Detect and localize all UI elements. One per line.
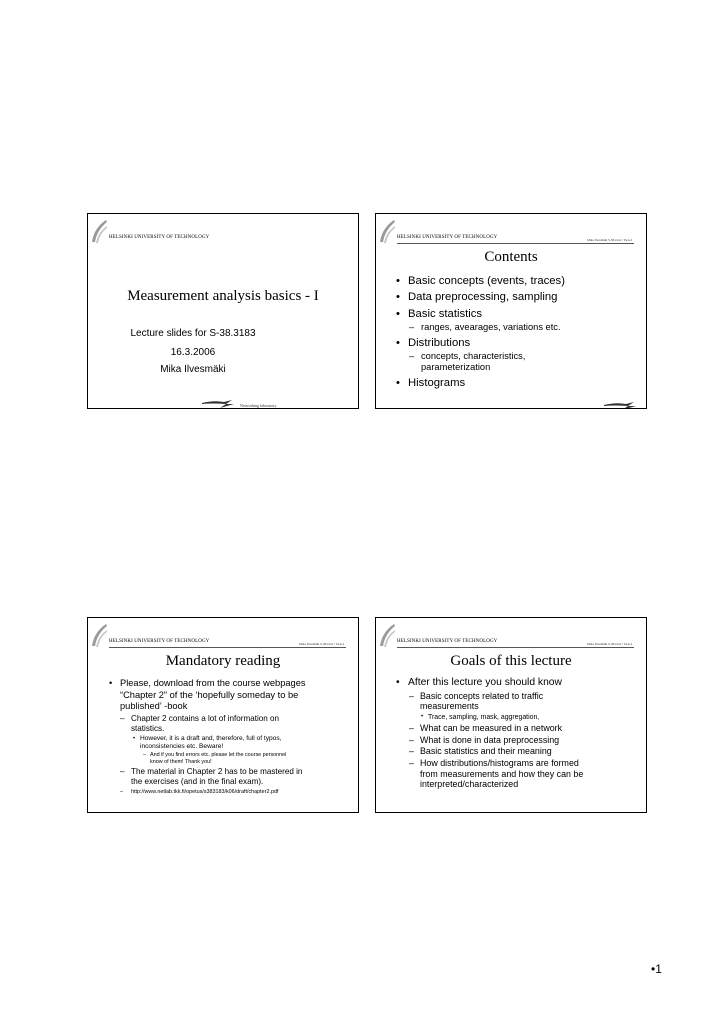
slide-title-text: Contents bbox=[484, 249, 538, 265]
bullet-item-level-2: – Chapter 2 contains a lot of information on statistics. bbox=[109, 714, 306, 734]
bullet-item-level-2: – What can be measured in a network bbox=[396, 723, 583, 734]
lab-footer: Networking laboratory bbox=[240, 403, 277, 408]
author-line: Mika Ilvesmäki bbox=[160, 364, 226, 375]
university-logo-icon bbox=[378, 218, 396, 244]
bullet-item-level-1: • Basic concepts (events, traces) bbox=[396, 274, 565, 288]
bullet-item-level-2: – How distributions/histograms are formed from measurements and how they can be interpreted/characterized bbox=[396, 758, 583, 790]
university-name: HELSINKI UNIVERSITY OF TECHNOLOGY bbox=[397, 639, 498, 644]
header-rule bbox=[397, 647, 634, 648]
bullet-list bbox=[396, 677, 583, 790]
bullet-item-level-2: – The material in Chapter 2 has to be mastered in the exercises (and in the final exam). bbox=[109, 767, 306, 787]
bullet-item-level-1: • Histograms bbox=[396, 376, 565, 390]
bullet-item-level-3: • However, it is a draft and, therefore, full of typos, inconsistencies etc. Beware! bbox=[109, 735, 306, 751]
university-logo-icon bbox=[378, 622, 396, 648]
university-logo-icon bbox=[90, 622, 108, 648]
header-rule bbox=[109, 647, 346, 648]
university-name: HELSINKI UNIVERSITY OF TECHNOLOGY bbox=[109, 235, 210, 240]
slide-title-text: Measurement analysis basics - I bbox=[127, 288, 319, 304]
lab-logo-icon bbox=[202, 398, 238, 408]
bullet-item-level-1: • Data preprocessing, sampling bbox=[396, 290, 565, 304]
bullet-item-level-1: • Distributions bbox=[396, 336, 565, 350]
slide-mandatory-reading bbox=[87, 617, 359, 813]
bullet-list bbox=[109, 678, 306, 796]
header-rule bbox=[397, 243, 634, 244]
bullet-item-level-3: • Trace, sampling, mask, aggregation, bbox=[396, 713, 583, 722]
slide-title-text: Goals of this lecture bbox=[450, 653, 572, 669]
bullet-item-level-2: – concepts, characteristics, parameterization bbox=[396, 351, 565, 373]
bullet-item-level-1: • Basic statistics bbox=[396, 307, 565, 321]
bullet-item-level-2: – ranges, avearages, variations etc. bbox=[396, 322, 565, 333]
bullet-item-level-2: – Basic statistics and their meaning bbox=[396, 746, 583, 757]
bullet-item-level-1: • Please, download from the course webpages “Chapter 2” of the ‘hopefully someday to be published’ -book bbox=[109, 678, 306, 713]
author-tag: Mika Ilvesmäki S-38.xxxx / Tk-k-I bbox=[587, 642, 632, 646]
bullet-item-level-5: – http://www.netlab.tkk.fi/opetus/s383183/k06/draft/chapter2.pdf bbox=[109, 789, 306, 796]
author-tag: Mika Ilvesmäki S-38.xxxx / Tk-k-I bbox=[587, 238, 632, 242]
slide-goals bbox=[375, 617, 647, 813]
bullet-list bbox=[396, 271, 565, 390]
slide-contents bbox=[375, 213, 647, 409]
page-number: •1 bbox=[651, 962, 662, 976]
bullet-item-level-4: – And if you find errors etc. please let the course personnel know of them! Thank you! bbox=[109, 752, 306, 766]
author-tag: Mika Ilvesmäki S-38.xxxx / Tk-k-I bbox=[299, 642, 344, 646]
bullet-item-level-1: • After this lecture you should know bbox=[396, 677, 583, 690]
university-name: HELSINKI UNIVERSITY OF TECHNOLOGY bbox=[397, 235, 498, 240]
slide-title-text: Mandatory reading bbox=[165, 653, 281, 669]
university-name: HELSINKI UNIVERSITY OF TECHNOLOGY bbox=[109, 639, 210, 644]
university-logo-icon bbox=[90, 218, 108, 244]
slide-title bbox=[87, 213, 359, 409]
bullet-item-level-2: – What is done in data preprocessing bbox=[396, 735, 583, 746]
date-line: 16.3.2006 bbox=[170, 347, 216, 358]
bullet-item-level-2: – Basic concepts related to traffic measurements bbox=[396, 691, 583, 712]
lab-logo-icon bbox=[604, 400, 640, 409]
subtitle-line: Lecture slides for S-38.3183 bbox=[130, 328, 256, 339]
